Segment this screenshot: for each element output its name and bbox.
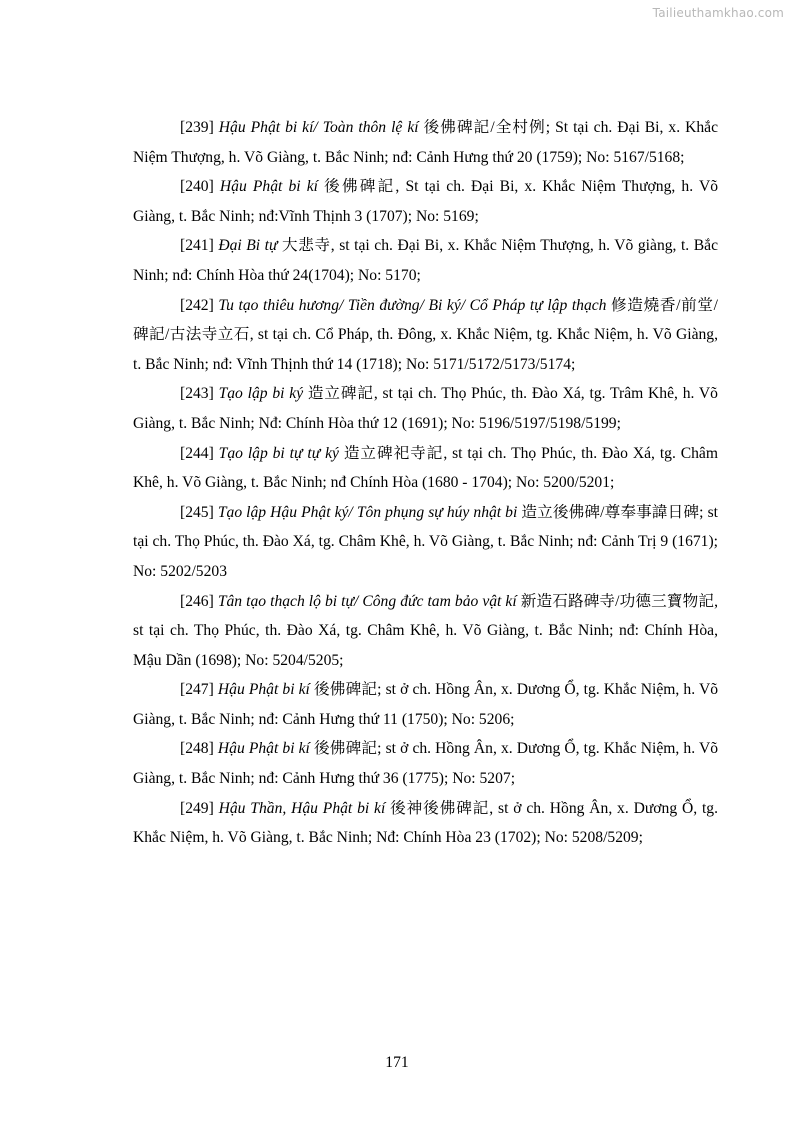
entry-title: Đại Bi tự <box>218 237 278 255</box>
entry-details: 後神後佛碑記, st ở ch. Hồng Ân, x. Dương Ổ, tg. Khắc Niệm, h. Võ Giàng, t. Bắc Ninh; Nđ: Chính Hòa 23 (1702); No: 5208/5209; <box>133 799 718 847</box>
entry-title: Tân tạo thạch lộ bi tự/ Công đức tam bảo vật kí <box>217 592 517 610</box>
document-body <box>133 113 718 853</box>
entry-number: [246] <box>180 592 214 610</box>
entry-title: Hậu Phật bi kí <box>217 740 310 758</box>
entry-details: 新造石路碑寺/功德三寶物記, st tại ch. Thọ Phúc, th. Đào Xá, tg. Châm Khê, h. Võ Giàng, t. Bắc Ninh; nđ: Chính Hòa, Mậu Dần (1698); No: 5204/5205; <box>133 592 718 669</box>
entry-number: [243] <box>180 385 214 403</box>
entry-244 <box>133 439 718 498</box>
entry-title: Hậu Phật bi kí/ Toàn thôn lệ kí <box>218 119 419 136</box>
entry-details: 造立後佛碑/尊奉事諱日碑; st tại ch. Thọ Phúc, th. Đào Xá, tg. Châm Khê, h. Võ Giàng, t. Bắc Ninh; nđ: Cảnh Trị 9 (1671); No: 5202/5203 <box>133 503 718 580</box>
entry-241 <box>133 231 718 290</box>
entry-242 <box>133 291 718 380</box>
entry-247 <box>133 675 718 734</box>
entry-title: Tạo lập Hậu Phật ký/ Tôn phụng sự húy nhật bi <box>217 503 518 521</box>
entry-details: 造立碑記, st tại ch. Thọ Phúc, th. Đào Xá, tg. Trâm Khê, h. Võ Giàng, t. Bắc Ninh; Nđ: Chính Hòa thứ 12 (1691); No: 5196/5197/5198/5199; <box>133 385 718 432</box>
entry-number: [244] <box>180 444 214 462</box>
entry-number: [247] <box>180 681 214 699</box>
entry-240 <box>133 172 718 231</box>
entry-245 <box>133 498 718 587</box>
entry-title: Hậu Phật bi kí <box>219 178 318 196</box>
entry-number: [245] <box>180 503 214 521</box>
page-number: 171 <box>385 1054 409 1071</box>
entry-number: [249] <box>180 799 214 817</box>
entry-details: 後佛碑記, St tại ch. Đại Bi, x. Khắc Niệm Thượng, h. Võ Giàng, t. Bắc Ninh; nđ:Vĩnh Thịnh 3 (1707); No: 5169; <box>133 178 719 225</box>
entry-title: Tu tạo thiêu hương/ Tiền đường/ Bi ký/ Cổ Pháp tự lập thạch <box>218 296 607 314</box>
entry-246 <box>133 587 718 676</box>
entry-number: [239] <box>180 119 214 136</box>
entry-details: 造立碑祀寺記, st tại ch. Thọ Phúc, th. Đào Xá, tg. Châm Khê, h. Võ Giàng, t. Bắc Ninh; nđ Chính Hòa (1680 - 1704); No: 5200/5201; <box>133 444 718 492</box>
entry-number: [242] <box>180 296 214 314</box>
entry-title: Hậu Thần, Hậu Phật bi kí <box>218 799 386 817</box>
entry-details: 修造燒香/前堂/碑記/古法寺立石, st tại ch. Cổ Pháp, th. Đông, x. Khắc Niệm, tg. Khắc Niệm, h. Võ Giàng, t. Bắc Ninh; nđ: Vĩnh Thịnh thứ 14 (1718); No: 5171/5172/5173/5174; <box>133 296 718 373</box>
entry-number: [241] <box>180 237 214 255</box>
entry-248 <box>133 734 718 793</box>
entry-249 <box>133 794 718 853</box>
entry-239 <box>133 113 718 172</box>
entry-title: Tạo lập bi tự tự ký <box>218 444 339 462</box>
entry-details: 後佛碑記/全村例; St tại ch. Đại Bi, x. Khắc Niệm Thượng, h. Võ Giàng, t. Bắc Ninh; nđ: Cảnh Hưng thứ 20 (1759); No: 5167/5168; <box>133 119 718 166</box>
entry-243 <box>133 379 718 438</box>
entry-details: 後佛碑記; st ở ch. Hồng Ân, x. Dương Ổ, tg. Khắc Niệm, h. Võ Giàng, t. Bắc Ninh; nđ: Cảnh Hưng thứ 36 (1775); No: 5207; <box>133 740 719 788</box>
watermark-text: Tailieuthamkhao.com <box>652 6 784 20</box>
entry-number: [248] <box>180 740 214 758</box>
entry-details: 大悲寺, st tại ch. Đại Bi, x. Khắc Niệm Thượng, h. Võ giàng, t. Bắc Ninh; nđ: Chính Hòa thứ 24(1704); No: 5170; <box>133 237 718 284</box>
entry-title: Tạo lập bi ký <box>218 385 304 403</box>
entry-details: 後佛碑記; st ở ch. Hồng Ân, x. Dương Ổ, tg. Khắc Niệm, h. Võ Giàng, t. Bắc Ninh; nđ: Cảnh Hưng thứ 11 (1750); No: 5206; <box>133 681 719 728</box>
entry-title: Hậu Phật bi kí <box>217 681 310 699</box>
entry-number: [240] <box>180 178 214 196</box>
